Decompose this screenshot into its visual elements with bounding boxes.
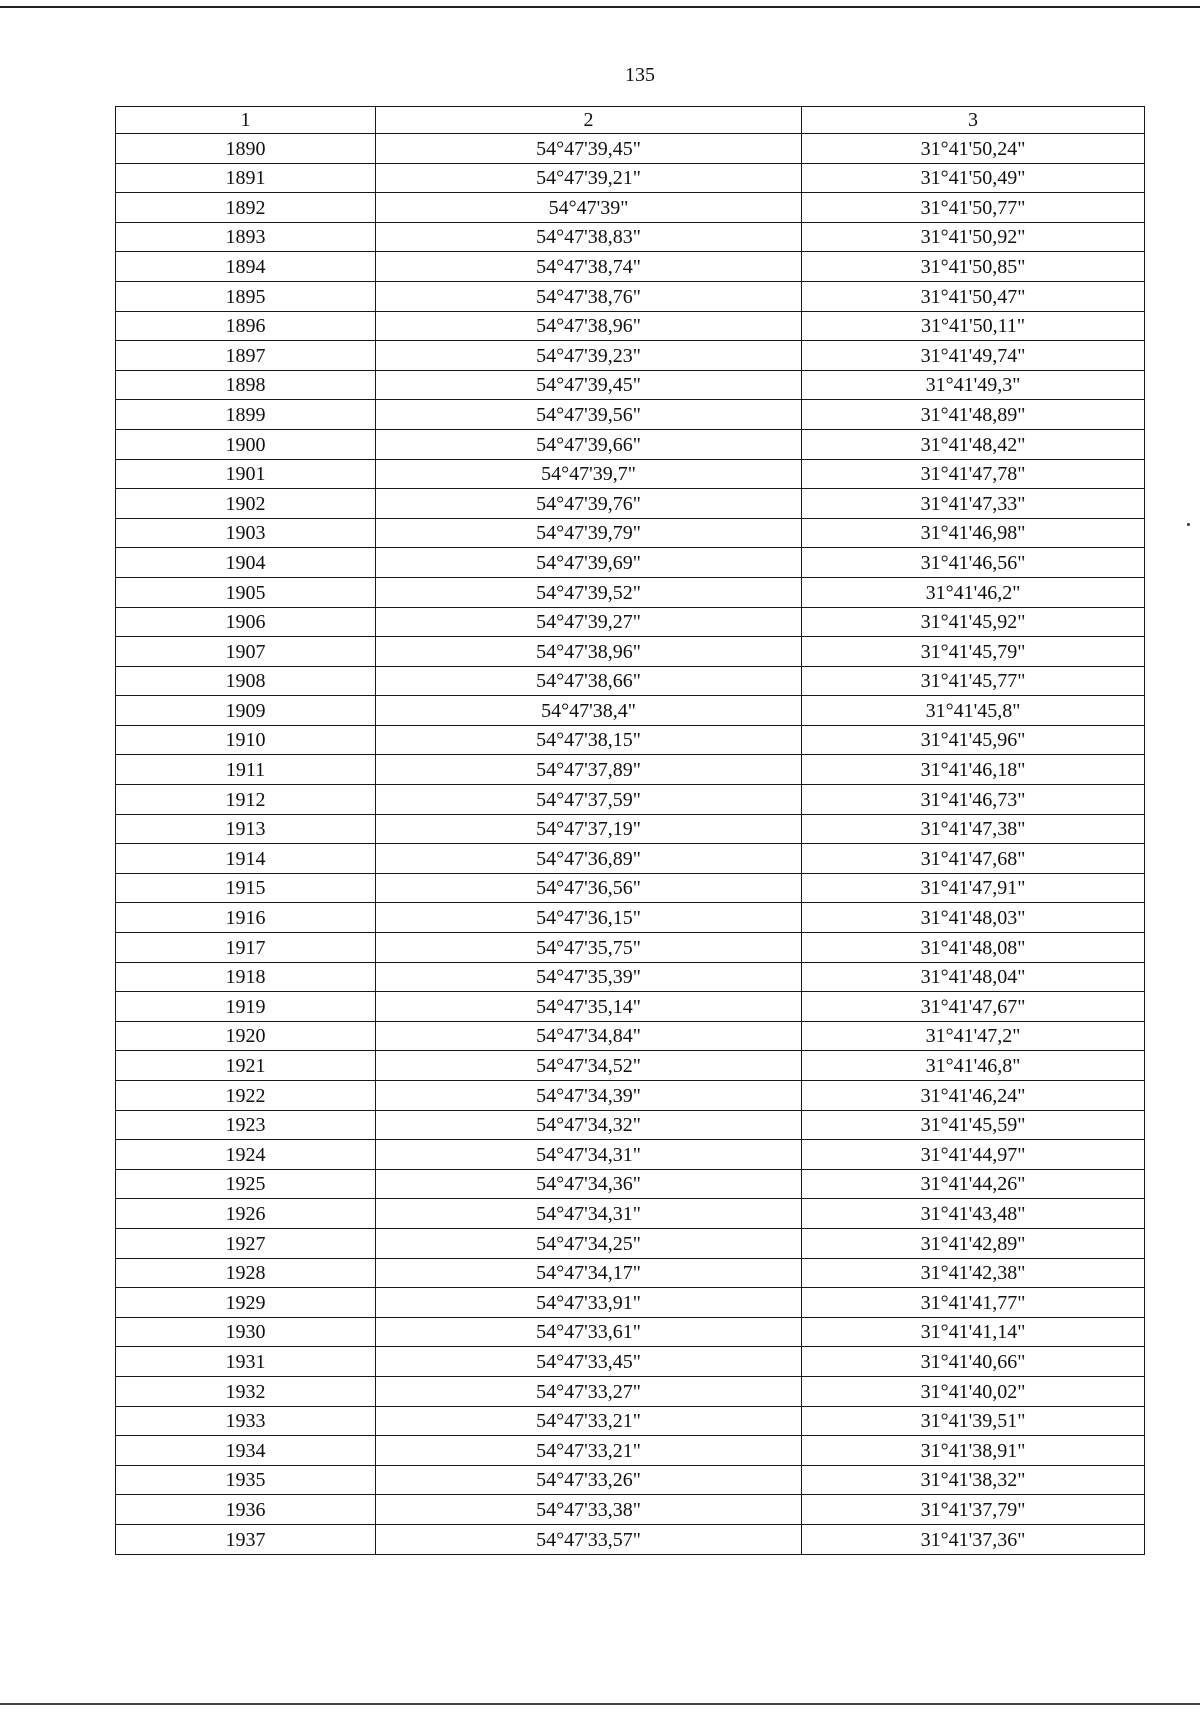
latitude-cell: 54°47'34,17" [376,1258,802,1288]
table-row [116,785,1145,815]
coordinates-table [115,106,1145,1555]
longitude-cell: 31°41'47,38" [802,814,1145,844]
longitude-cell: 31°41'47,67" [802,992,1145,1022]
latitude-cell: 54°47'39,52" [376,577,802,607]
year-cell: 1915 [116,873,376,903]
year-cell: 1892 [116,193,376,223]
longitude-cell: 31°41'48,89" [802,400,1145,430]
latitude-cell: 54°47'38,96" [376,637,802,667]
year-cell: 1934 [116,1436,376,1466]
year-cell: 1935 [116,1465,376,1495]
table-row [116,1406,1145,1436]
latitude-cell: 54°47'34,84" [376,1021,802,1051]
longitude-cell: 31°41'48,03" [802,903,1145,933]
latitude-cell: 54°47'34,31" [376,1199,802,1229]
latitude-cell: 54°47'39,45" [376,370,802,400]
longitude-cell: 31°41'49,74" [802,341,1145,371]
longitude-cell: 31°41'47,2" [802,1021,1145,1051]
column-header-1: 1 [116,107,376,134]
year-cell: 1930 [116,1317,376,1347]
longitude-cell: 31°41'45,77" [802,666,1145,696]
table-row [116,1495,1145,1525]
latitude-cell: 54°47'36,89" [376,844,802,874]
latitude-cell: 54°47'37,59" [376,785,802,815]
year-cell: 1914 [116,844,376,874]
longitude-cell: 31°41'50,47" [802,281,1145,311]
longitude-cell: 31°41'42,38" [802,1258,1145,1288]
latitude-cell: 54°47'39,7" [376,459,802,489]
longitude-cell: 31°41'37,36" [802,1524,1145,1554]
longitude-cell: 31°41'50,92" [802,222,1145,252]
longitude-cell: 31°41'48,04" [802,962,1145,992]
table-row [116,252,1145,282]
year-cell: 1902 [116,489,376,519]
year-cell: 1937 [116,1524,376,1554]
latitude-cell: 54°47'33,45" [376,1347,802,1377]
longitude-cell: 31°41'46,98" [802,518,1145,548]
longitude-cell: 31°41'41,14" [802,1317,1145,1347]
table-row [116,518,1145,548]
table-row [116,1021,1145,1051]
longitude-cell: 31°41'46,2" [802,577,1145,607]
latitude-cell: 54°47'33,21" [376,1406,802,1436]
latitude-cell: 54°47'33,61" [376,1317,802,1347]
latitude-cell: 54°47'39,56" [376,400,802,430]
year-cell: 1917 [116,933,376,963]
table-row [116,1258,1145,1288]
longitude-cell: 31°41'46,8" [802,1051,1145,1081]
table-row [116,1140,1145,1170]
top-border-rule [0,6,1200,8]
year-cell: 1922 [116,1081,376,1111]
table-row [116,459,1145,489]
longitude-cell: 31°41'46,24" [802,1081,1145,1111]
table-row [116,1288,1145,1318]
longitude-cell: 31°41'44,26" [802,1169,1145,1199]
latitude-cell: 54°47'34,32" [376,1110,802,1140]
year-cell: 1920 [116,1021,376,1051]
year-cell: 1910 [116,725,376,755]
year-cell: 1898 [116,370,376,400]
year-cell: 1919 [116,992,376,1022]
year-cell: 1906 [116,607,376,637]
latitude-cell: 54°47'33,26" [376,1465,802,1495]
bottom-border-rule [0,1703,1200,1705]
longitude-cell: 31°41'50,24" [802,134,1145,164]
year-cell: 1913 [116,814,376,844]
table-row [116,844,1145,874]
table-row [116,1317,1145,1347]
year-cell: 1893 [116,222,376,252]
latitude-cell: 54°47'38,4" [376,696,802,726]
year-cell: 1894 [116,252,376,282]
longitude-cell: 31°41'44,97" [802,1140,1145,1170]
latitude-cell: 54°47'34,31" [376,1140,802,1170]
latitude-cell: 54°47'37,89" [376,755,802,785]
latitude-cell: 54°47'39,21" [376,163,802,193]
longitude-cell: 31°41'38,32" [802,1465,1145,1495]
latitude-cell: 54°47'38,66" [376,666,802,696]
year-cell: 1907 [116,637,376,667]
latitude-cell: 54°47'36,15" [376,903,802,933]
longitude-cell: 31°41'41,77" [802,1288,1145,1318]
latitude-cell: 54°47'34,39" [376,1081,802,1111]
latitude-cell: 54°47'34,36" [376,1169,802,1199]
table-row [116,666,1145,696]
longitude-cell: 31°41'45,79" [802,637,1145,667]
table-row [116,1169,1145,1199]
table-row [116,370,1145,400]
latitude-cell: 54°47'39,23" [376,341,802,371]
table-row [116,193,1145,223]
year-cell: 1925 [116,1169,376,1199]
year-cell: 1909 [116,696,376,726]
year-cell: 1901 [116,459,376,489]
table-row [116,725,1145,755]
latitude-cell: 54°47'34,52" [376,1051,802,1081]
longitude-cell: 31°41'40,66" [802,1347,1145,1377]
year-cell: 1890 [116,134,376,164]
longitude-cell: 31°41'47,78" [802,459,1145,489]
longitude-cell: 31°41'46,18" [802,755,1145,785]
longitude-cell: 31°41'49,3" [802,370,1145,400]
latitude-cell: 54°47'36,56" [376,873,802,903]
year-cell: 1903 [116,518,376,548]
year-cell: 1916 [116,903,376,933]
scan-dot-mark [1187,523,1190,526]
header-row [116,107,1145,134]
year-cell: 1923 [116,1110,376,1140]
latitude-cell: 54°47'33,21" [376,1436,802,1466]
longitude-cell: 31°41'39,51" [802,1406,1145,1436]
latitude-cell: 54°47'33,57" [376,1524,802,1554]
column-header-2: 2 [376,107,802,134]
longitude-cell: 31°41'42,89" [802,1228,1145,1258]
year-cell: 1891 [116,163,376,193]
year-cell: 1918 [116,962,376,992]
year-cell: 1911 [116,755,376,785]
table-row [116,548,1145,578]
year-cell: 1936 [116,1495,376,1525]
table-row [116,1347,1145,1377]
table-row [116,1228,1145,1258]
year-cell: 1908 [116,666,376,696]
longitude-cell: 31°41'46,56" [802,548,1145,578]
longitude-cell: 31°41'45,96" [802,725,1145,755]
table-row [116,134,1145,164]
latitude-cell: 54°47'35,39" [376,962,802,992]
column-header-3: 3 [802,107,1145,134]
table-row [116,962,1145,992]
table-row [116,1376,1145,1406]
year-cell: 1931 [116,1347,376,1377]
table-row [116,873,1145,903]
page-number-container [0,64,1200,87]
year-cell: 1921 [116,1051,376,1081]
latitude-cell: 54°47'34,25" [376,1228,802,1258]
latitude-cell: 54°47'39,69" [376,548,802,578]
table-row [116,429,1145,459]
latitude-cell: 54°47'39,27" [376,607,802,637]
latitude-cell: 54°47'38,76" [376,281,802,311]
page-number: 135 [625,64,655,86]
year-cell: 1924 [116,1140,376,1170]
year-cell: 1928 [116,1258,376,1288]
table-row [116,1436,1145,1466]
table-header [116,107,1145,134]
year-cell: 1904 [116,548,376,578]
longitude-cell: 31°41'47,33" [802,489,1145,519]
latitude-cell: 54°47'38,15" [376,725,802,755]
table-row [116,696,1145,726]
longitude-cell: 31°41'38,91" [802,1436,1145,1466]
longitude-cell: 31°41'50,85" [802,252,1145,282]
table-row [116,755,1145,785]
latitude-cell: 54°47'39,79" [376,518,802,548]
table-row [116,222,1145,252]
year-cell: 1933 [116,1406,376,1436]
table-row [116,1199,1145,1229]
longitude-cell: 31°41'45,92" [802,607,1145,637]
longitude-cell: 31°41'47,68" [802,844,1145,874]
longitude-cell: 31°41'48,42" [802,429,1145,459]
latitude-cell: 54°47'37,19" [376,814,802,844]
latitude-cell: 54°47'35,14" [376,992,802,1022]
latitude-cell: 54°47'39,66" [376,429,802,459]
table-row [116,637,1145,667]
longitude-cell: 31°41'47,91" [802,873,1145,903]
latitude-cell: 54°47'38,83" [376,222,802,252]
table-row [116,1081,1145,1111]
year-cell: 1929 [116,1288,376,1318]
table-row [116,1051,1145,1081]
latitude-cell: 54°47'35,75" [376,933,802,963]
table-row [116,1110,1145,1140]
latitude-cell: 54°47'38,96" [376,311,802,341]
table-row [116,992,1145,1022]
year-cell: 1926 [116,1199,376,1229]
year-cell: 1900 [116,429,376,459]
table-row [116,814,1145,844]
table-row [116,1465,1145,1495]
table-row [116,400,1145,430]
table-row [116,933,1145,963]
latitude-cell: 54°47'33,91" [376,1288,802,1318]
longitude-cell: 31°41'37,79" [802,1495,1145,1525]
latitude-cell: 54°47'38,74" [376,252,802,282]
table-body [116,134,1145,1555]
year-cell: 1905 [116,577,376,607]
longitude-cell: 31°41'50,11" [802,311,1145,341]
longitude-cell: 31°41'45,8" [802,696,1145,726]
longitude-cell: 31°41'50,49" [802,163,1145,193]
table-row [116,311,1145,341]
table-row [116,489,1145,519]
year-cell: 1912 [116,785,376,815]
year-cell: 1895 [116,281,376,311]
table-row [116,903,1145,933]
latitude-cell: 54°47'39,76" [376,489,802,519]
table-row [116,281,1145,311]
table-row [116,163,1145,193]
latitude-cell: 54°47'33,27" [376,1376,802,1406]
longitude-cell: 31°41'40,02" [802,1376,1145,1406]
latitude-cell: 54°47'33,38" [376,1495,802,1525]
latitude-cell: 54°47'39" [376,193,802,223]
longitude-cell: 31°41'45,59" [802,1110,1145,1140]
year-cell: 1932 [116,1376,376,1406]
longitude-cell: 31°41'43,48" [802,1199,1145,1229]
year-cell: 1927 [116,1228,376,1258]
longitude-cell: 31°41'48,08" [802,933,1145,963]
table-row [116,341,1145,371]
table-row [116,607,1145,637]
year-cell: 1899 [116,400,376,430]
latitude-cell: 54°47'39,45" [376,134,802,164]
year-cell: 1896 [116,311,376,341]
year-cell: 1897 [116,341,376,371]
table-row [116,1524,1145,1554]
table-row [116,577,1145,607]
longitude-cell: 31°41'46,73" [802,785,1145,815]
longitude-cell: 31°41'50,77" [802,193,1145,223]
